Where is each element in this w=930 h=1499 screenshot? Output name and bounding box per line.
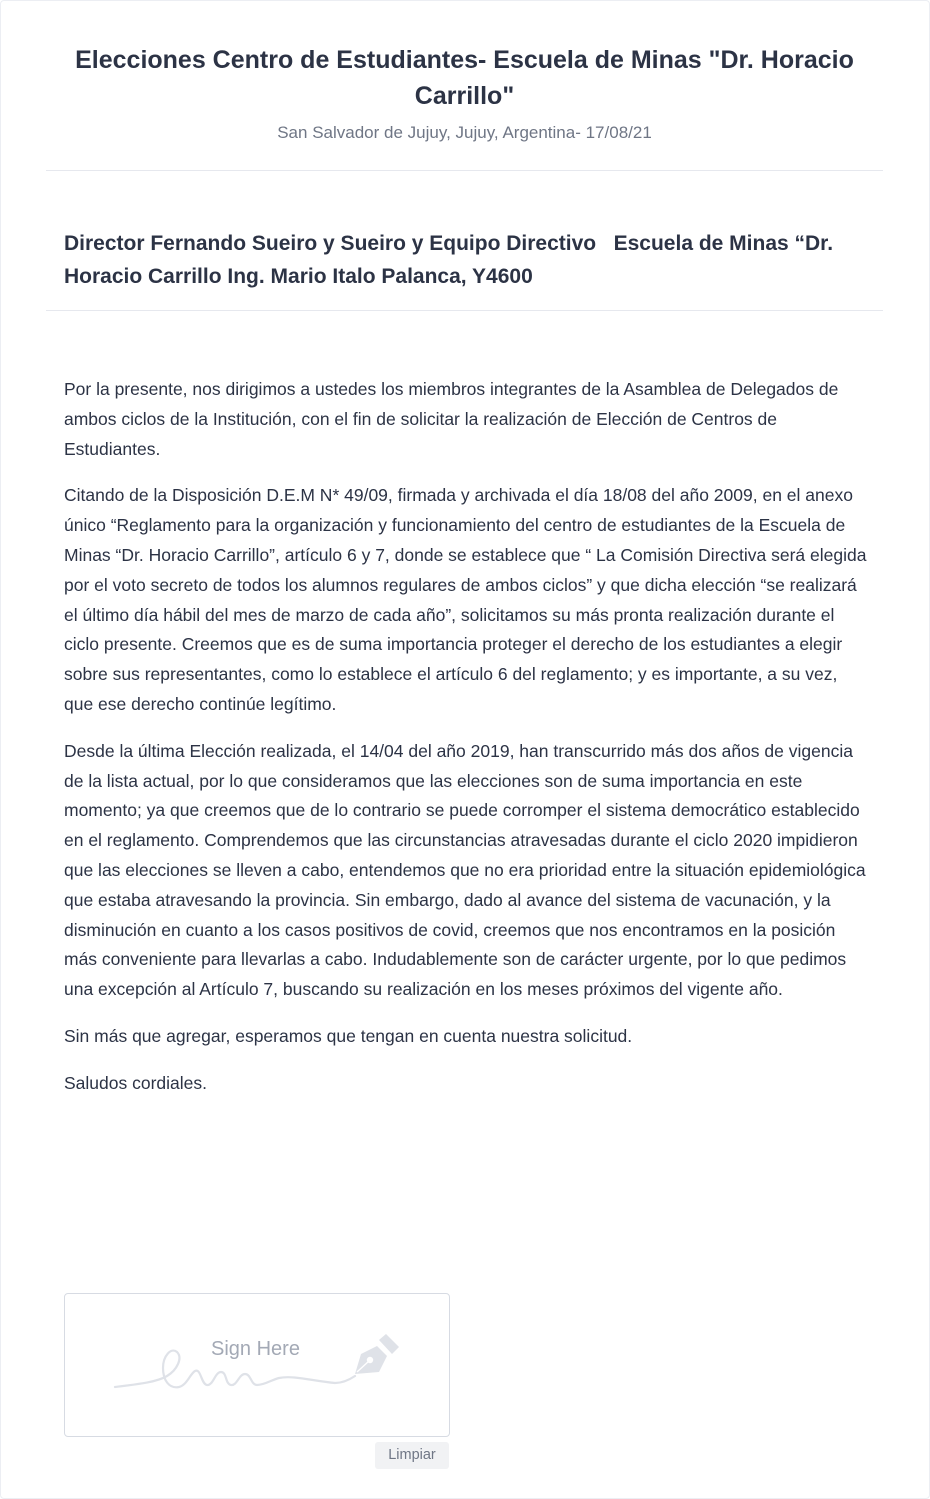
form-header	[46, 0, 883, 171]
recipient-section	[46, 170, 883, 311]
signature-pad[interactable]	[64, 1293, 450, 1437]
page-subtitle: San Salvador de Jujuy, Jujuy, Argentina- 17/08/21	[277, 123, 652, 142]
clear-signature-button[interactable]: Limpiar	[375, 1442, 449, 1469]
letter-body	[64, 375, 870, 1116]
page-title: Elecciones Centro de Estudiantes- Escuela de Minas "Dr. Horacio Carrillo"	[75, 46, 854, 110]
paragraph-intro: Por la presente, nos dirigimos a ustedes los miembros integrantes de la Asamblea de Delegados de ambos ciclos de la Institución, con el fin de solicitar la realización de Elección de Centros de Estudiantes.	[64, 379, 839, 459]
signature-placeholder: Sign Here	[211, 1338, 300, 1360]
paragraph-request: Desde la última Elección realizada, el 14/04 del año 2019, han transcurrido más dos años de vigencia de la lista actual, por lo que consideramos que las elecciones son de suma importancia en este momento; ya que creemos que de lo contrario se puede corromper el sistema democrático establecido en el reglamento. Comprendemos que las circunstancias atravesadas durante el ciclo 2020 impidieron que las elecciones se lleven a cabo, entendemos que no era prioridad entre la situación epidemiológica que estaba atravesando la provincia. Sin embargo, dado al avance del sistema de vacunación, y la disminución en cuanto a los casos positivos de covid, creemos que nos encontramos en la posición más conveniente para llevarlas a cabo. Indudablemente son de carácter urgente, por lo que pedimos una excepción al Artículo 7, buscando su realización en los meses próximos del vigente año.	[64, 740, 866, 1000]
paragraph-closing: Sin más que agregar, esperamos que tengan en cuenta nuestra solicitud.	[64, 1025, 633, 1046]
paragraph-greeting: Saludos cordiales.	[64, 1072, 207, 1093]
paragraph-citation: Citando de la Disposición D.E.M N* 49/09, firmada y archivada el día 18/08 del año 2009, en el anexo único “Reglamento para la organización y funcionamiento del centro de estudiantes de la Escuela de Minas “Dr. Horacio Carrillo”, artículo 6 y 7, donde se establece que “ La Comisión Directiva será elegida por el voto secreto de todos los alumnos regulares de ambos ciclos” y que dicha elección “se realizará el último día hábil del mes de marzo de cada año”, solicitamos su más pronta realización durante el ciclo presente. Creemos que es de suma importancia proteger el derecho de los estudiantes a elegir sobre sus representantes, como lo establece el artículo 6 del reglamento; y es importante, a su vez, que ese derecho continúe legítimo.	[64, 485, 867, 714]
pen-nib-icon	[65, 1294, 449, 1436]
recipient-heading: Director Fernando Sueiro y Sueiro y Equipo Directivo Escuela de Minas “Dr. Horacio Carrillo Ing. Mario Italo Palanca, Y4600	[64, 232, 839, 288]
